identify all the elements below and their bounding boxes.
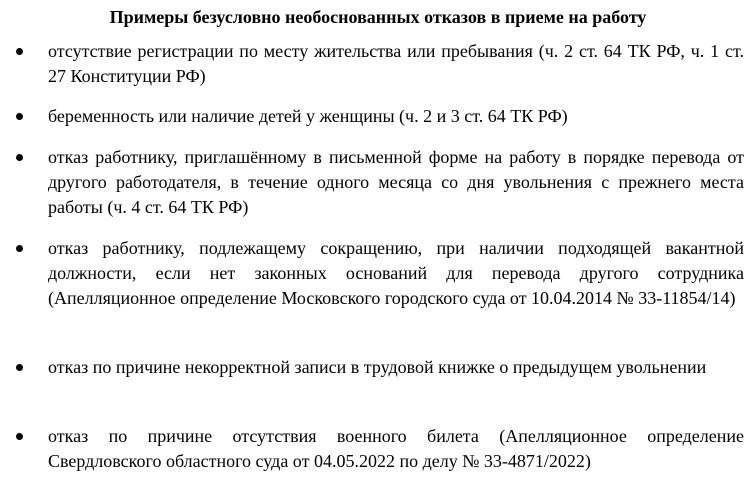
bullet-icon [16,113,23,120]
list-item-text: отказ работнику, подлежащему сокращению, при наличии подходящей вакантной должности, если нет законных оснований для перевода другого сотрудника (Апелляционное определение Московского городского суда от 10.04.2014 № 33-11854/14) [48,238,744,308]
list-item-text: отсутствие регистрации по месту жительства или пребывания (ч. 2 ст. 64 ТК РФ, ч. 1 ст. 27 Конституции РФ) [48,41,744,86]
document-title: Примеры безусловно необоснованных отказов в приеме на работу [109,7,647,27]
list-item-text: беременность или наличие детей у женщины (ч. 2 и 3 ст. 64 ТК РФ) [48,106,568,126]
list-item-text: отказ по причине некорректной записи в трудовой книжке о предыдущем увольнении [48,357,707,377]
bullet-icon [16,154,23,161]
bullet-icon [16,245,23,252]
bullet-icon [16,48,23,55]
list-item-text: отказ работнику, приглашённому в письменной форме на работу в порядке перевода от другого работодателя, в течение одного месяца со дня увольнения с прежнего места работы (ч. 4 ст. 64 ТК РФ) [48,147,744,217]
list-item-text: отказ по причине отсутствия военного билета (Апелляционное определение Свердловского областного суда от 04.05.2022 по делу № 33-4871/2022) [48,426,744,471]
bullet-icon [16,433,23,440]
bullet-icon [16,364,23,371]
